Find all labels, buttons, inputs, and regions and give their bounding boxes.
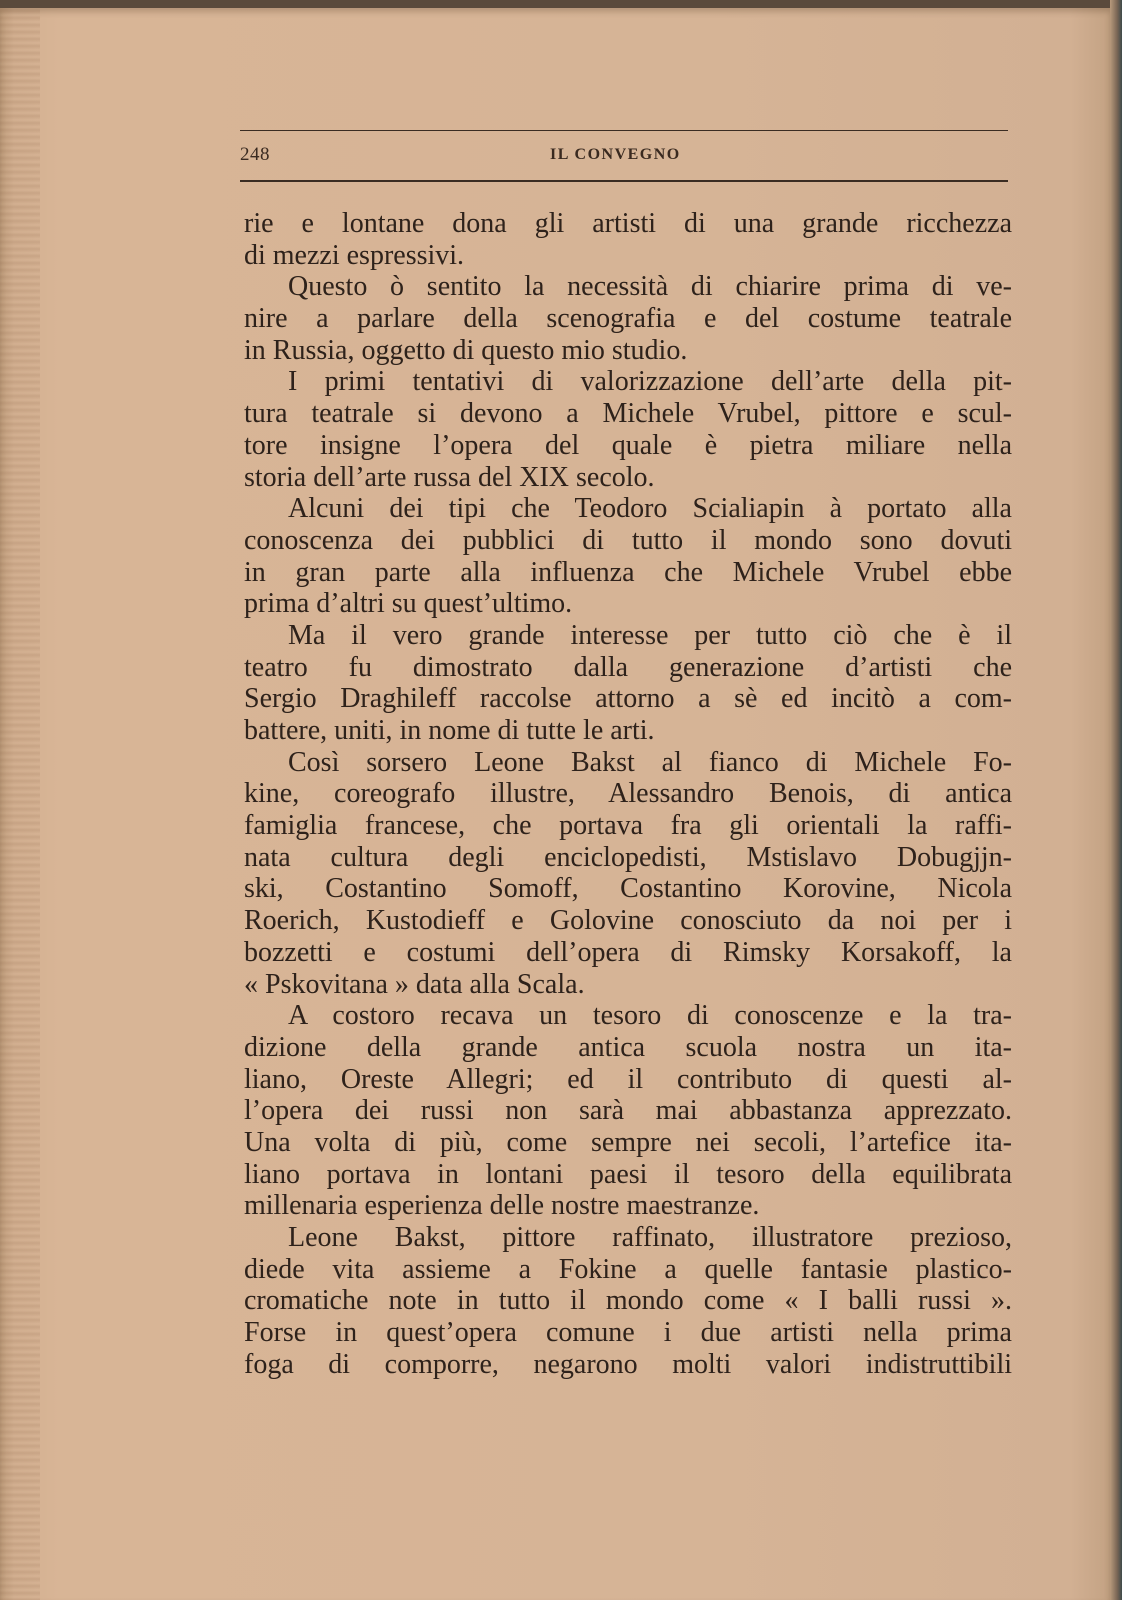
text-line: bozzetti e costumi dell’opera di Rimsky Korsakoff, la bbox=[244, 936, 1012, 968]
text-line: « Pskovitana » data alla Scala. bbox=[244, 968, 585, 1000]
text-line: foga di comporre, negarono molti valori indistruttibili bbox=[244, 1348, 1012, 1380]
text-line: conoscenza dei pubblici di tutto il mondo sono dovuti bbox=[244, 524, 1012, 556]
text-line: millenaria esperienza delle nostre maestranze. bbox=[244, 1190, 760, 1222]
text-line: Ma il vero grande interesse per tutto ciò che è il bbox=[288, 619, 1012, 651]
text-line: teatro fu dimostrato dalla generazione d’artisti che bbox=[244, 651, 1012, 683]
text-line: liano, Oreste Allegri; ed il contributo di questi al- bbox=[244, 1063, 1012, 1095]
text-line: cromatiche note in tutto il mondo come « I balli russi ». bbox=[244, 1285, 1012, 1317]
header-rule-bottom bbox=[240, 180, 1008, 182]
text-line: l’opera dei russi non sarà mai abbastanza apprezzato. bbox=[244, 1095, 1012, 1127]
text-line: Sergio Draghileff raccolse attorno a sè ed incitò a com- bbox=[244, 683, 1012, 715]
header-rule-top bbox=[240, 130, 1008, 131]
text-line: nire a parlare della scenografia e del costume teatrale bbox=[244, 303, 1012, 335]
text-line: battere, uniti, in nome di tutte le arti. bbox=[244, 715, 655, 746]
text-line: A costoro recava un tesoro di conoscenze e la tra- bbox=[288, 1000, 1012, 1032]
page-edge-shadow bbox=[0, 8, 40, 1600]
text-line: Alcuni dei tipi che Teodoro Scialiapin à portato alla bbox=[288, 493, 1012, 525]
text-line: I primi tentativi di valorizzazione dell’arte della pit- bbox=[288, 366, 1012, 398]
book-page bbox=[0, 8, 1110, 1600]
binding-edge bbox=[1110, 0, 1122, 1600]
text-line: tore insigne l’opera del quale è pietra miliare nella bbox=[244, 429, 1012, 461]
page-header bbox=[240, 144, 1008, 170]
text-line: Roerich, Kustodieff e Golovine conosciuto da noi per i bbox=[244, 905, 1012, 937]
text-line: tura teatrale si devono a Michele Vrubel, pittore e scul- bbox=[244, 398, 1012, 430]
text-line: in Russia, oggetto di questo mio studio. bbox=[244, 334, 688, 366]
page-number: 248 bbox=[240, 144, 270, 165]
text-line: liano portava in lontani paesi il tesoro della equilibrata bbox=[244, 1158, 1012, 1190]
text-line: diede vita assieme a Fokine a quelle fantasie plastico- bbox=[244, 1253, 1012, 1285]
text-line: kine, coreografo illustre, Alessandro Benois, di antica bbox=[244, 778, 1012, 810]
text-line: Una volta di più, come sempre nei secoli, l’artefice ita- bbox=[244, 1126, 1012, 1158]
text-line: dizione della grande antica scuola nostra un ita- bbox=[244, 1031, 1012, 1063]
running-head: IL CONVEGNO bbox=[550, 146, 681, 163]
body-text bbox=[244, 208, 1012, 1380]
text-line: nata cultura degli enciclopedisti, Mstislavo Dobugjjn- bbox=[244, 841, 1012, 873]
text-line: di mezzi espressivi. bbox=[244, 239, 465, 271]
text-line: Così sorsero Leone Bakst al fianco di Michele Fo- bbox=[288, 746, 1012, 778]
text-line: ski, Costantino Somoff, Costantino Korovine, Nicola bbox=[244, 873, 1012, 905]
text-line: rie e lontane dona gli artisti di una grande ricchezza bbox=[244, 208, 1012, 239]
text-line: prima d’altri su quest’ultimo. bbox=[244, 588, 573, 620]
text-line: Leone Bakst, pittore raffinato, illustratore prezioso, bbox=[288, 1222, 1012, 1253]
text-line: in gran parte alla influenza che Michele Vrubel ebbe bbox=[244, 556, 1012, 588]
text-line: famiglia francese, che portava fra gli orientali la raffi- bbox=[244, 810, 1012, 842]
text-line: Forse in quest’opera comune i due artisti nella prima bbox=[244, 1317, 1012, 1349]
text-line: storia dell’arte russa del XIX secolo. bbox=[244, 461, 655, 493]
text-line: Questo ò sentito la necessità di chiarire prima di ve- bbox=[288, 271, 1012, 303]
